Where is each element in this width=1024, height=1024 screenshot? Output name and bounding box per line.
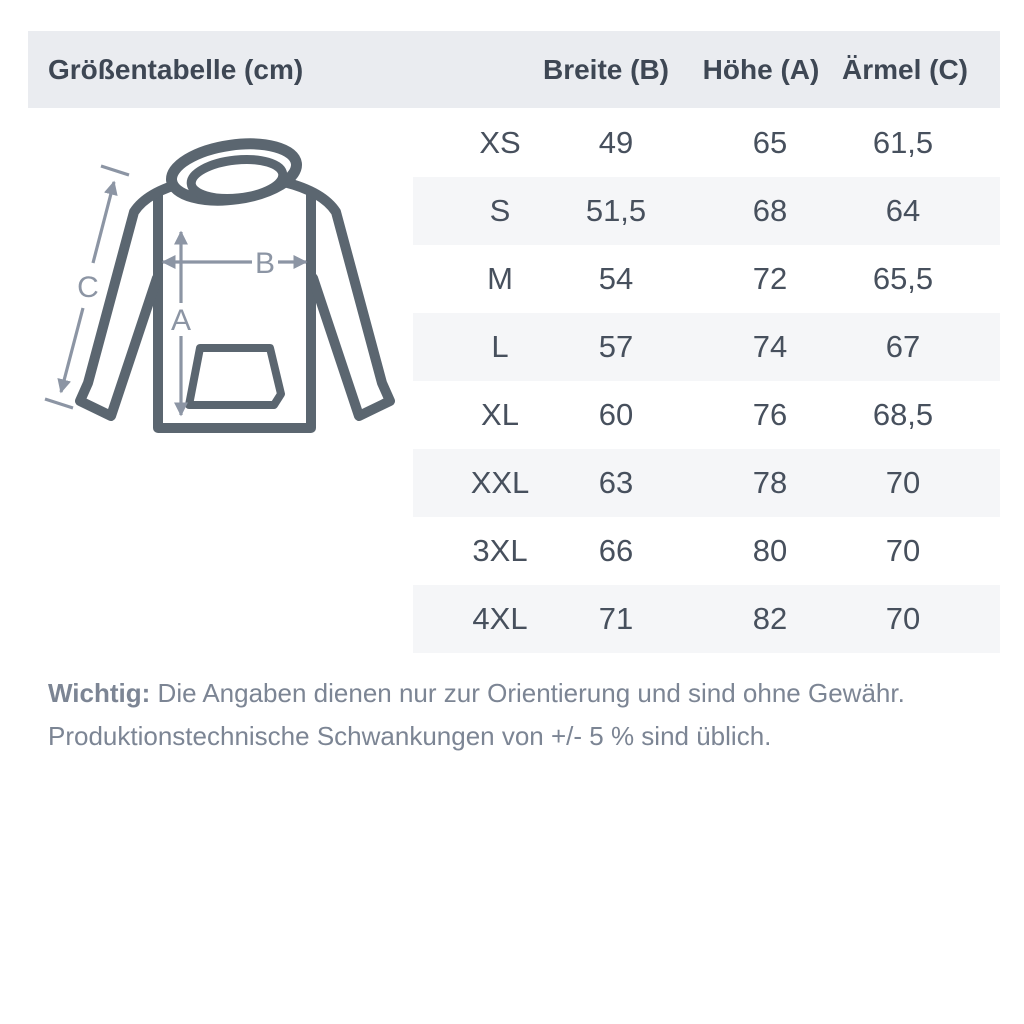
hoodie-sleeve-right <box>284 182 390 416</box>
note-line-1-text: Die Angaben dienen nur zur Orientierung und sind ohne Gewähr. <box>150 678 905 708</box>
cell-aermel: 68,5 <box>872 397 934 432</box>
hoodie-pocket <box>189 348 281 405</box>
cell-size: 4XL <box>472 601 528 636</box>
cell-hoehe: 74 <box>752 329 788 364</box>
cell-aermel: 70 <box>885 533 921 568</box>
cell-size: M <box>487 261 513 296</box>
cell-aermel: 67 <box>885 329 921 364</box>
cell-breite: 57 <box>598 329 634 364</box>
cell-size: XS <box>479 125 521 160</box>
table-row <box>413 381 1000 449</box>
cell-aermel: 70 <box>885 465 921 500</box>
table-row <box>413 449 1000 517</box>
cell-breite: 60 <box>598 397 634 432</box>
cell-size: XXL <box>470 465 530 500</box>
page-title: Größentabelle (cm) <box>48 53 304 85</box>
dim-label-a: A <box>170 304 192 337</box>
cell-hoehe: 80 <box>752 533 788 568</box>
cell-size: 3XL <box>472 533 528 568</box>
table-row <box>413 177 1000 245</box>
dim-label-c: C <box>77 271 99 304</box>
cell-breite: 51,5 <box>585 193 647 228</box>
cell-aermel: 61,5 <box>872 125 934 160</box>
cell-hoehe: 78 <box>752 465 788 500</box>
cell-hoehe: 82 <box>752 601 788 636</box>
cell-breite: 63 <box>598 465 634 500</box>
table-row <box>413 313 1000 381</box>
cell-breite: 54 <box>598 261 634 296</box>
size-table-rows <box>413 109 1000 653</box>
cell-hoehe: 68 <box>752 193 788 228</box>
table-header-bar <box>28 31 1000 108</box>
cell-aermel: 64 <box>885 193 921 228</box>
table-row <box>413 109 1000 177</box>
table-row <box>413 517 1000 585</box>
column-header-breite: Breite (B) <box>542 53 670 85</box>
cell-aermel: 65,5 <box>872 261 934 296</box>
cell-aermel: 70 <box>885 601 921 636</box>
cell-breite: 49 <box>598 125 634 160</box>
note-line-1 <box>48 672 968 715</box>
cell-size: XL <box>481 397 519 432</box>
cell-size: L <box>491 329 509 364</box>
cell-breite: 66 <box>598 533 634 568</box>
cell-size: S <box>489 193 511 228</box>
cell-hoehe: 65 <box>752 125 788 160</box>
cell-hoehe: 72 <box>752 261 788 296</box>
hoodie-measurement-diagram <box>30 120 410 460</box>
dimension-arrow-a <box>171 232 191 415</box>
cell-breite: 71 <box>598 601 634 636</box>
dim-label-b: B <box>254 247 276 280</box>
table-row <box>413 245 1000 313</box>
note-bold-label: Wichtig: <box>48 678 151 708</box>
dimension-arrow-b <box>163 247 306 280</box>
note-line-2: Produktionstechnische Schwankungen von +/- 5 % sind üblich. <box>48 721 772 751</box>
table-row <box>413 585 1000 653</box>
cell-hoehe: 76 <box>752 397 788 432</box>
column-header-aermel: Ärmel (C) <box>841 53 969 85</box>
column-header-hoehe: Höhe (A) <box>702 53 820 85</box>
important-note <box>48 672 968 758</box>
